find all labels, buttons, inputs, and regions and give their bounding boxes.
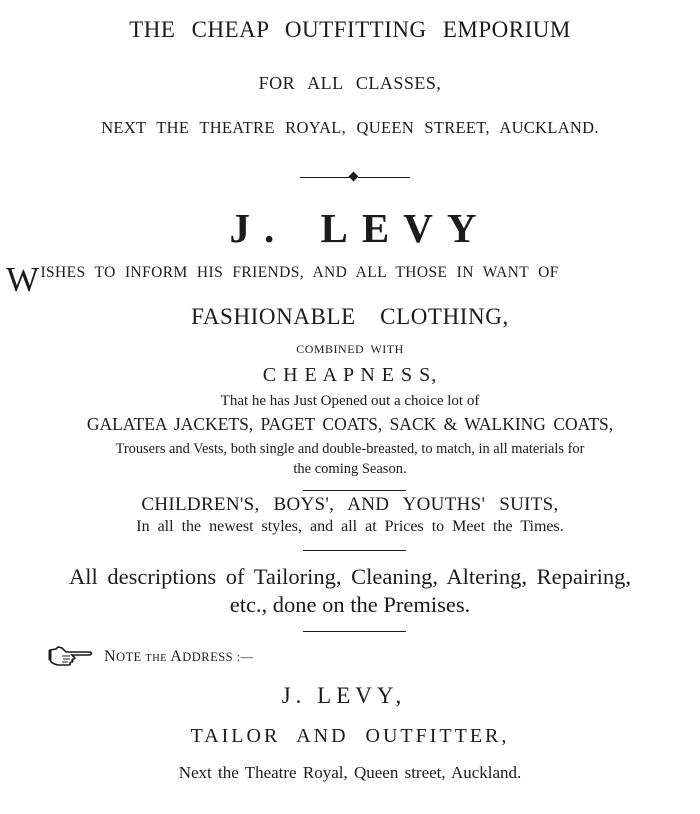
wishes-line — [6, 262, 700, 297]
note-ddress: DDRESS :— — [182, 650, 254, 664]
note-line — [48, 645, 448, 671]
emporium-heading: THE CHEAP OUTFITTING EMPORIUM — [129, 17, 571, 42]
divider-rule-1 — [303, 490, 406, 491]
classes-line: FOR ALL CLASSES, — [258, 73, 442, 93]
trade-line: TAILOR AND OUTFITTER, — [190, 725, 510, 747]
opened-line: That he has Just Opened out a choice lot of — [220, 393, 480, 409]
drop-cap: W — [6, 260, 40, 299]
note-the: THE — [145, 653, 171, 664]
suits-line: CHILDREN'S, BOYS', AND YOUTHS' SUITS, — [141, 494, 559, 515]
diamond-divider — [300, 172, 410, 184]
jackets-line: GALATEA JACKETS, PAGET COATS, SACK & WALKING COATS, — [86, 414, 614, 434]
services-line-2: etc., done on the Premises. — [229, 592, 471, 617]
divider-rule-3 — [303, 631, 406, 632]
wishes-text: ISHES TO INFORM HIS FRIENDS, AND ALL THOSE IN WANT OF — [40, 264, 559, 281]
divider-rule-2 — [303, 550, 406, 551]
combined-with: COMBINED WITH — [296, 342, 404, 356]
footer-name: J. LEVY, — [281, 683, 407, 708]
cheapness: C H E A P N E S S, — [262, 364, 438, 386]
location-line: NEXT THE THEATRE ROYAL, QUEEN STREET, AUCKLAND. — [101, 118, 599, 137]
proprietor-name: J. LEVY — [229, 205, 491, 251]
note-n: N — [104, 648, 117, 665]
trousers-line: Trousers and Vests, both single and double-breasted, to match, in all materials for — [115, 441, 585, 457]
note-a: A — [170, 648, 183, 665]
season-line: the coming Season. — [293, 461, 407, 477]
styles-line: In all the newest styles, and all at Prices to Meet the Times. — [136, 518, 564, 535]
address-line: Next the Theatre Royal, Queen street, Auckland. — [178, 763, 522, 782]
pointing-hand-icon — [48, 645, 94, 671]
note-ote: OTE — [116, 650, 146, 664]
fashionable-clothing: FASHIONABLE CLOTHING, — [191, 304, 509, 329]
services-line-1: All descriptions of Tailoring, Cleaning, Altering, Repairing, — [69, 564, 631, 589]
